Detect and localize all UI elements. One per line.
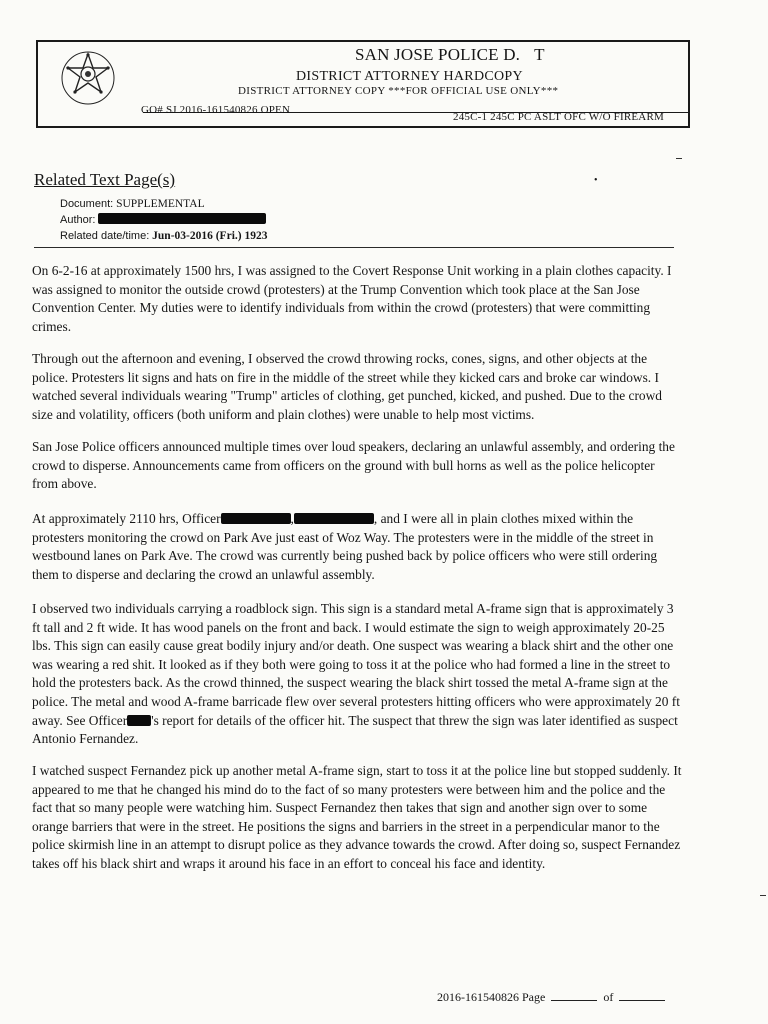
- charge-code: 245C-1 245C PC ASLT OFC W/O FIREARM: [453, 111, 664, 123]
- page-number-blank: [551, 1000, 597, 1001]
- author-row: [60, 213, 266, 226]
- meta-divider: [34, 247, 674, 248]
- edge-mark: [676, 158, 682, 159]
- paragraph-5-part-a: I observed two individuals carrying a roadblock sign. This sign is a standard metal A-frame sign that is approximately 3 ft tall and 2 ft wide. It has wood panels on the front and back. I would estimate the sign to weigh approximately 20-25 lbs. This sign can easily cause great bodily injury and/or death. One suspect was wearing a black shirt and the other one was wearing a red shit. It looked as if they both were going to toss it at the police who had formed a line in the street to hold the protesters back. As the crowd thinned, the suspect wearing the black shirt tossed the metal A-frame sign at the police. The metal and wood A-frame barricade flew over several protesters hitting officers who were approximately 20 ft away. See Officer: [32, 601, 680, 728]
- hardcopy-title: DISTRICT ATTORNEY HARDCOPY: [296, 69, 523, 84]
- author-redaction: [98, 213, 266, 224]
- paragraph-6: I watched suspect Fernandez pick up another metal A-frame sign, start to toss it at the police line but stopped suddenly. It appeared to me that he changed his mind do to the fact of so many protesters were between him and the police and the fact that so many people were watching him. Suspect Fernandez then takes that sign and another sign over to some orange barriers that were in the street. He positions the signs and barriers in the street in a perpendicular manor to the police skirmish line in an attempt to disrupt police as they advance towards the crowd. After doing so, suspect Fernandez takes off his black shirt and wraps it around his face in an effort to conceal his face and identity.: [32, 763, 682, 871]
- paragraph-4-part-a: At approximately 2110 hrs, Officer: [32, 511, 221, 526]
- footer-case-number: 2016-161540826: [437, 990, 519, 1004]
- document-value: SUPPLEMENTAL: [116, 198, 205, 210]
- officer-redaction-2: [294, 513, 374, 524]
- stray-mark: •: [594, 175, 598, 186]
- page-total-blank: [619, 1000, 665, 1001]
- page-footer: [437, 990, 671, 1005]
- paragraph-3: San Jose Police officers announced multiple times over loud speakers, declaring an unlawful assembly, and ordering the crowd to disperse. Announcements came from officers on the ground with bull horns as well as the police helicopter from above.: [32, 439, 675, 492]
- department-name: SAN JOSE POLICE D. T: [355, 45, 545, 64]
- paragraph-5: [32, 600, 682, 749]
- document-label: Document:: [60, 198, 114, 210]
- related-text-title: Related Text Page(s): [34, 170, 176, 189]
- copy-note: DISTRICT ATTORNEY COPY ***FOR OFFICIAL USE ONLY***: [238, 85, 559, 97]
- paragraph-4-part-c: , and I were all in plain clothes mixed within the protesters monitoring the crowd on Park Ave just east of Woz Way. The protesters were in the middle of the street in westbound lanes on Park Ave. The crowd was currently being pushed back by police officers who were still ordering them to disperse and declaring the crowd an unlawful assembly.: [32, 511, 658, 582]
- paragraph-5-part-b: 's report for details of the officer hit. The suspect that threw the sign was later identified as suspect Antonio Fernandez.: [32, 712, 678, 747]
- officer-redaction-1: [221, 513, 291, 524]
- footer-of-label: of: [603, 990, 614, 1004]
- date-row: [60, 230, 267, 242]
- paragraph-2: Through out the afternoon and evening, I observed the crowd throwing rocks, cones, signs, and other objects at the police. Protesters lit signs and hats on fire in the middle of the street while they kicked cars and broke car windows. I watched several individuals wearing "Trump" articles of clothing, get punched, kicked, and pushed. Due to the crowd size and volatility, officers (both uniform and plain clothes) were unable to help most victims.: [32, 351, 662, 422]
- police-star-badge-icon: [60, 50, 116, 106]
- author-label: Author:: [60, 214, 96, 226]
- report-header: [36, 40, 690, 128]
- officer-redaction-3: [127, 715, 151, 726]
- date-label: Related date/time:: [60, 230, 150, 242]
- go-number: GO# SJ 2016-161540826 OPEN: [141, 104, 291, 116]
- footer-page-label: Page: [522, 990, 546, 1004]
- date-value: Jun-03-2016 (Fri.) 1923: [152, 230, 268, 242]
- paragraph-1: On 6-2-16 at approximately 1500 hrs, I was assigned to the Covert Response Unit working in a plain clothes capacity. I was assigned to monitor the outside crowd (protesters) at the Trump Convention which took place at the San Jose Convention Center. My duties were to identify individuals from within the crowd (protesters) that were committing crimes.: [32, 263, 672, 334]
- edge-mark: [760, 895, 766, 896]
- paragraph-4-part-b: ,: [290, 511, 294, 526]
- paragraph-4: [32, 510, 682, 584]
- document-row: [60, 198, 205, 210]
